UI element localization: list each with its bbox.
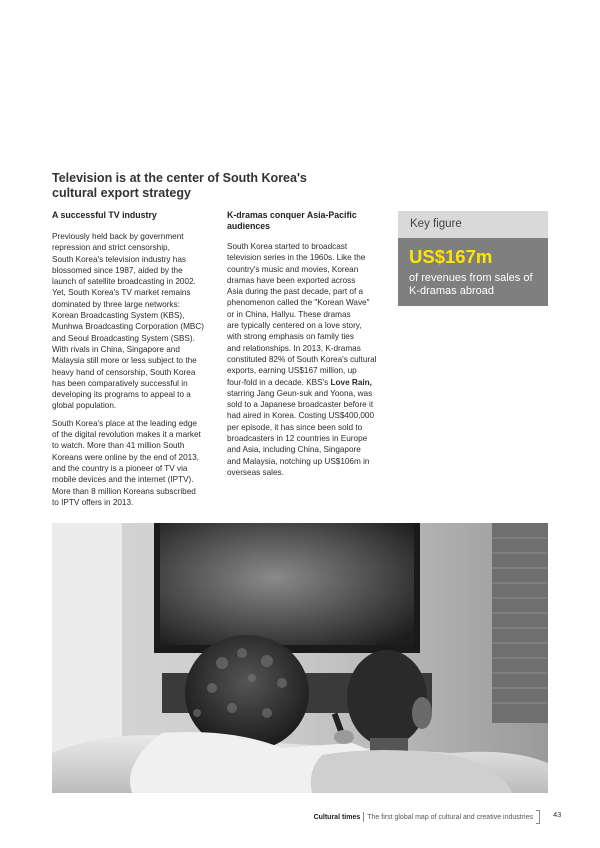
text-line: and Seoul Broadcasting System (SBS). (52, 333, 195, 343)
text-line: repression and strict censorship, (52, 243, 170, 253)
text-line: to IPTV offers in 2013. (52, 497, 134, 507)
text-line: Malaysia still more or less subject to the (52, 356, 197, 366)
text-line: broadcasters in 12 countries in Europe (227, 434, 368, 444)
show-title: Love Rain, (330, 377, 372, 387)
page-title (52, 171, 352, 201)
column-tv-industry (52, 210, 218, 514)
key-figure-label: Key figure (398, 211, 548, 238)
page-number: 43 (553, 810, 562, 819)
text-line: Koreans were online by the end of 2013, (52, 452, 200, 462)
footer-bracket (536, 810, 540, 824)
text-line: sold to a Japanese broadcaster before it (227, 400, 374, 410)
paragraph (52, 231, 218, 412)
text-line: developing its programs to appeal to a (52, 390, 191, 400)
text-line: South Korea's place at the leading edge (52, 418, 197, 428)
title-line: Television is at the center of South Korea's (52, 171, 307, 185)
key-figure-description (398, 267, 548, 298)
page-footer (0, 810, 540, 824)
title-line: cultural export strategy (52, 186, 191, 200)
text-line: With rivals in China, Singapore and (52, 344, 180, 354)
text-line: country's music and movies, Korean (227, 264, 359, 274)
paragraph (227, 241, 393, 478)
text-line: Asia during the past decade, part of a (227, 287, 364, 297)
text-line: More than 8 million Koreans subscribed (52, 486, 196, 496)
section-heading: A successful TV industry (52, 210, 157, 220)
brick-wall (492, 523, 548, 723)
text-line: phenomenon called the "Korean Wave" (227, 298, 370, 308)
text-line: South Korea started to broadcast (227, 242, 348, 251)
text-line: had aired in Korea. Costing US$400,000 (227, 411, 375, 421)
text-line: launch of satellite broadcasting in 2002. (52, 277, 196, 287)
section-heading (227, 210, 393, 232)
text-line: global population. (52, 401, 117, 411)
text-line: South Korea's television industry has (52, 254, 187, 264)
key-figure-box (398, 211, 548, 306)
text-line (227, 377, 393, 388)
footer-text: The first global map of cultural and creative industries (367, 813, 533, 821)
text-line: starring Jang Geun-suk and Yoona, was (227, 388, 373, 398)
text-line: Yet, South Korea's TV market remains (52, 288, 191, 298)
desc-line: of revenues from sales of (409, 272, 533, 284)
text-line: has been comparatively successful in (52, 378, 188, 388)
heading-line: audiences (227, 221, 271, 231)
text-line: and the country is a pioneer of TV via (52, 463, 188, 473)
text-line: Previously held back by government (52, 232, 184, 241)
text-fragment: four-fold in a decade. KBS's (227, 377, 331, 387)
text-line: per episode, it has since been sold to (227, 422, 363, 432)
tv-viewers-photo (52, 523, 548, 793)
text-line: blossomed since 1987, aided by the (52, 265, 183, 275)
text-line: Korean Broadcasting System (KBS), (52, 311, 185, 321)
text-line: television series in the 1960s. Like the (227, 253, 366, 263)
text-line: and Asia, including China, Singapore (227, 445, 361, 455)
footer-brand: Cultural times (313, 813, 361, 821)
text-line: constituted 82% of South Korea's cultural (227, 354, 377, 364)
text-line: overseas sales. (227, 467, 284, 477)
tv-screen (160, 523, 414, 645)
paragraph (52, 418, 218, 508)
text-line: mobile devices and the internet (IPTV). (52, 475, 194, 485)
key-figure-value: US$167m (409, 246, 493, 267)
footer-divider (363, 812, 364, 822)
text-line: and relationships. In 2013, K-dramas (227, 343, 361, 353)
text-line: exports, earning US$167 million, up (227, 366, 357, 376)
text-line: or in China, Hallyu. These dramas (227, 309, 351, 319)
heading-line: K-dramas conquer Asia-Pacific (227, 210, 357, 220)
text-line: to watch. More than 41 million South (52, 441, 185, 451)
desc-line: K-dramas abroad (409, 285, 494, 297)
text-line: Munhwa Broadcasting Corporation (MBC) (52, 322, 204, 332)
text-line: with strong emphasis on family ties (227, 332, 354, 342)
column-k-dramas (227, 210, 393, 484)
text-line: dominated by three large networks: (52, 299, 180, 309)
text-line: are typically centered on a love story, (227, 321, 362, 331)
text-line: heavy hand of censorship, South Korea (52, 367, 196, 377)
text-line: dramas have been exported across (227, 275, 356, 285)
text-line: and Malaysia, notching up US$106m in (227, 456, 370, 466)
text-line: of the digital revolution makes it a market (52, 430, 201, 440)
